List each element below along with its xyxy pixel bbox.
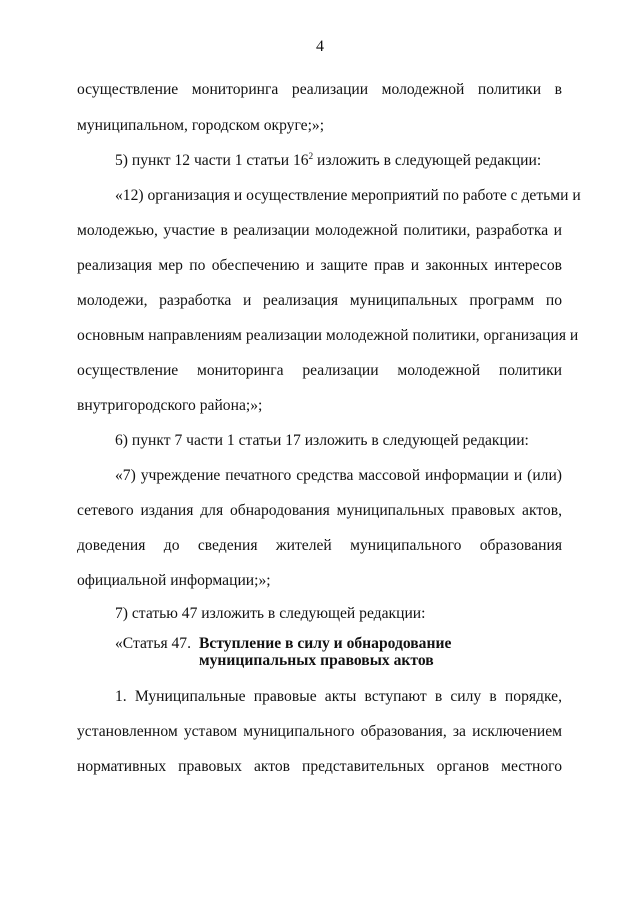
text-line: осуществление мониторинга реализации молодежной политики в [77,81,562,98]
text-line: основным направлениям реализации молодежной политики, организация и [77,327,579,344]
text-line: сетевого издания для обнародования муниципальных правовых актов, [77,502,562,519]
page-number: 4 [316,38,324,55]
text-line: 6) пункт 7 части 1 статьи 17 изложить в следующей редакции: [115,432,529,449]
text-fragment: изложить в следующей редакции: [313,152,542,169]
text-line: внутригородского района;»; [77,397,263,414]
text-line: доведения до сведения жителей муниципального образования [77,537,562,554]
text-line: установленном уставом муниципального образования, за исключением [77,723,562,740]
text-line: молодежи, разработка и реализация муниципальных программ по [77,292,562,309]
text-line: молодежью, участие в реализации молодежной политики, разработка и [77,222,562,239]
superscript: 2 [308,151,314,161]
text-line: нормативных правовых актов представительных органов местного [77,758,562,775]
article-title: Вступление в силу и обнародование муниципальных правовых актов [199,635,452,669]
text-line: реализация мер по обеспечению и защите прав и законных интересов [77,257,562,274]
text-line: «7) учреждение печатного средства массовой информации и (или) [115,467,562,484]
text-line: 1. Муниципальные правовые акты вступают в силу в порядке, [115,688,562,705]
text-line: 7) статью 47 изложить в следующей редакции: [115,605,426,622]
text-line [115,151,562,171]
article-label: «Статья 47. [115,635,192,652]
text-fragment: 5) пункт 12 части 1 статьи 16 [115,152,309,169]
text-line: «12) организация и осуществление мероприятий по работе с детьми и [115,187,581,204]
text-line: муниципальном, городском округе;»; [77,117,325,134]
text-line: официальной информации;»; [77,572,271,589]
text-line: осуществление мониторинга реализации молодежной политики [77,362,562,379]
